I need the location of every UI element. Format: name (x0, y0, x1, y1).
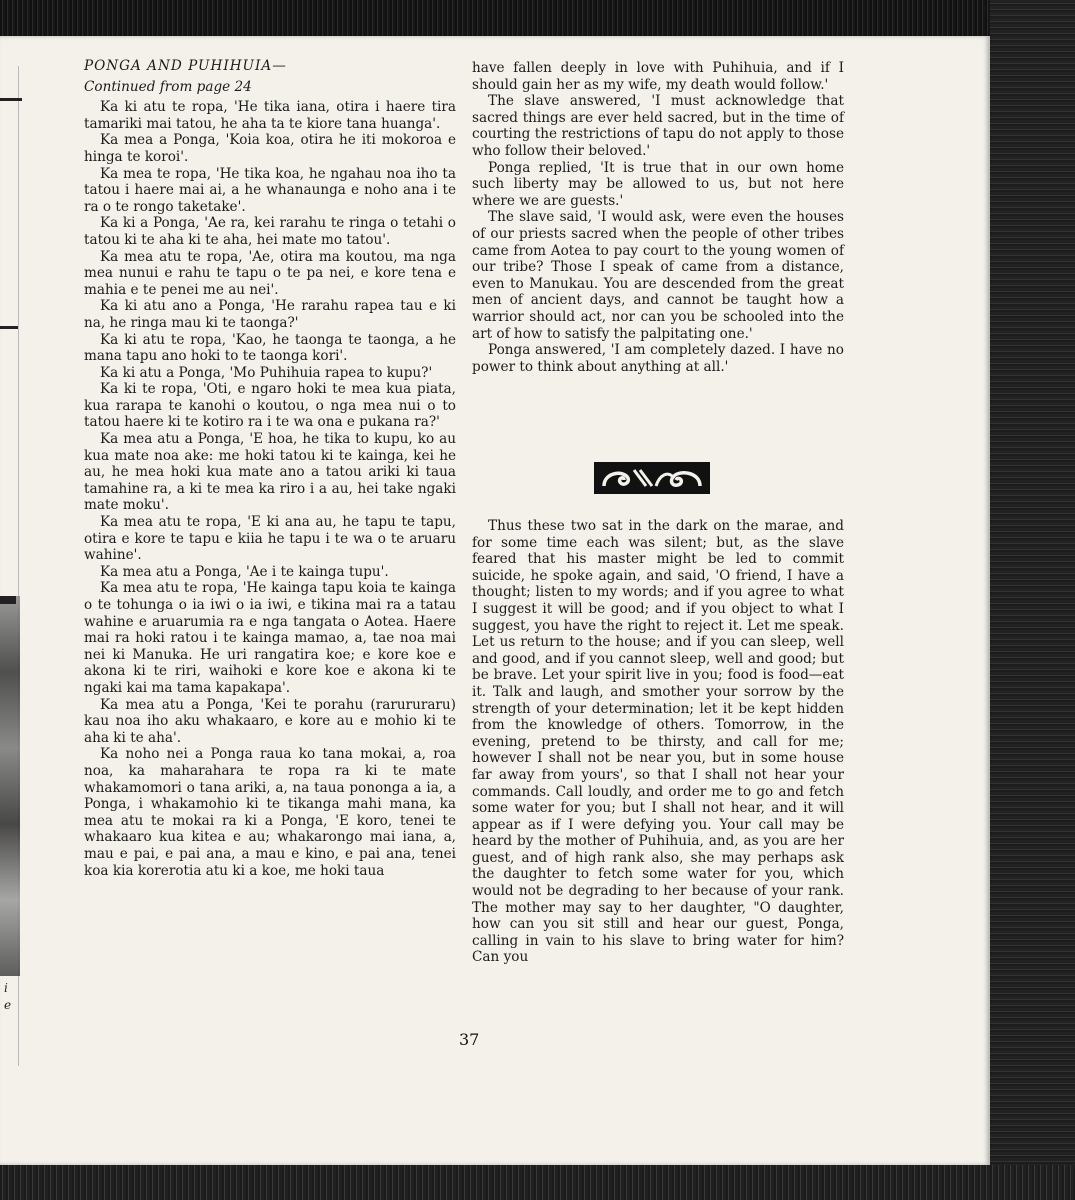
scan-frame-top (0, 0, 1075, 36)
paragraph: Ka ki atu te ropa, 'He tika iana, otira i haere tira tamariki mai tatou, he aha ta te kiore tana huanga'. (84, 99, 456, 132)
paragraph: have fallen deeply in love with Puhihuia, and if I should gain her as my wife, my death would follow.' (472, 60, 844, 93)
paragraph: Ka ki atu ano a Ponga, 'He rarahu rapea tau e ki na, he ringa mau ki te taonga?' (84, 298, 456, 331)
paragraph: Ka ki a Ponga, 'Ae ra, kei rarahu te ringa o tetahi o tatou ki te aha ki te aha, hei mate mo tatou'. (84, 215, 456, 248)
page-number: 37 (459, 1030, 480, 1049)
paragraph: The slave answered, 'I must acknowledge that sacred things are ever held sacred, but in the time of courting the restrictions of tapu do not apply to those who follow their beloved.' (472, 93, 844, 159)
paragraph: Ka mea atu te ropa, 'He kainga tapu koia te kainga o te tohunga o ia iwi o ia iwi, e tikina mai ra a tatau wahine e aruarumia ra e nga tangata o Aotea. Haere mai ra hoki ratou i te kainga mamao, a, tae noa mai nei ki Manuka. He uri rangatira koe; e kore koe e akona ki te riri, waihoki e kore koe e akona ki te ngaki kai ma tama kapakapa'. (84, 580, 456, 696)
paragraph: Ka mea atu a Ponga, 'Kei te porahu (rarururaru) kau noa iho aku whakaaro, e kore au e mohio ki te aha ki te aha'. (84, 696, 456, 746)
paragraph: Ka mea atu te ropa, 'E ki ana au, he tapu te tapu, otira e kore te tapu e kiia he tapu i te wa o te aruaru wahine'. (84, 514, 456, 564)
left-column (84, 58, 456, 879)
paragraph: Ka ki atu te ropa, 'Kao, he taonga te taonga, a he mana tapu ano hoki to te taonga kori'. (84, 331, 456, 365)
paragraph: Ponga answered, 'I am completely dazed. I have no power to think about anything at all.' (472, 342, 844, 375)
margin-letter: i (4, 981, 8, 995)
scan-frame-bottom (0, 1165, 1075, 1200)
paragraph: Ka mea te ropa, 'He tika koa, he ngahau noa iho ta tatou i haere mai ai, a he whanaunga e noho ana i te ra o te rongo taketake'. (84, 165, 456, 215)
paragraph: Thus these two sat in the dark on the marae, and for some time each was silent; but, as the slave feared that his master might be led to commit suicide, he spoke again, and said, 'O friend, I have a thought; listen to my words; and if you agree to what I suggest it will be good; and if you object to what I suggest, you have the right to reject it. Let me speak. Let us return to the house; and if you can sleep, well and good, and if you cannot sleep, well and good; but be brave. Let your spirit live in you; food is food—eat it. Talk and laugh, and smother your sorrow by the strength of your determination; let it be kept hidden from the knowledge of others. Tomorrow, in the evening, pretend to be thirsty, and call for me; however I shall not be near you, but in some house far away from yours', so that I shall not hear your commands. Call loudly, and order me to go and fetch some water for you; but I shall not hear, and it will appear as if I were defying you. Your call may be heard by the mother of Puhihuia, and, as you are her guest, and of high rank also, she may perhaps ask the daughter to fetch some water for you, which would not be degrading to her because of your rank. The mother may say to her daughter, "O daughter, how can you sit still and hear our guest, Ponga, calling in vain to his slave to bring water for him? Can you (472, 518, 844, 966)
paragraph: Ka ki atu a Ponga, 'Mo Puhihuia rapea to kupu?' (100, 364, 433, 381)
paragraph: Ponga replied, 'It is true that in our own home such liberty may be allowed to us, but not here where we are guests.' (472, 159, 844, 209)
article-title: PONGA AND PUHIHUIA— (84, 58, 287, 74)
continued-note: Continued from page 24 (84, 78, 252, 95)
right-column-top (472, 60, 844, 375)
bleed-mark (0, 596, 16, 604)
paragraph: Ka mea a Ponga, 'Koia koa, otira he iti mokoroa e hinga te koroi'. (84, 132, 456, 165)
paragraph: The slave said, 'I would ask, were even the houses of our priests sacred when the people of other tribes came from Aotea to pay court to the young women of our tribe? Those I speak of came from a distance, even to Manukau. You are descended from the great men of ancient days, and cannot be taught how a warrior should act, nor can you be schooled into the art of how to satisfy the palpitating one.' (472, 209, 844, 342)
scan-frame-right (990, 0, 1075, 1200)
margin-letter: e (4, 998, 12, 1012)
paragraph: Ka noho nei a Ponga raua ko tana mokai, a, roa noa, ka maharahara te ropa ra ki te mate whakamomori o tana ariki, a, na taua pononga a ia, a Ponga, i whakamohio ki te tikanga mahi mana, ka mea atu te mokai ra ki a Ponga, 'E koro, tenei te whakaaro kua kitea e au; whakarongo mai iana, a, mau e pai, e pai ana, a mau e kino, e pai ana, tenei koa kia korerotia atu ki a koe, me hoki taua (84, 746, 456, 879)
bleed-mark (0, 98, 22, 101)
paragraph: Ka mea atu te ropa, 'Ae, otira ma koutou, ma nga mea nunui e rahu te tapu o te pa nei, e kore tena e mahia e te penei me au nei'. (84, 248, 456, 298)
bleed-mark (0, 326, 18, 329)
koru-ornament-icon (594, 462, 710, 494)
paragraph: Ka mea atu a Ponga, 'E hoa, he tika to kupu, ko au kua mate noa ake: me hoki tatou ki te kainga, kei he au, he mea hoki kua mate ano a tatou ariki ki taua tamahine ra, a ki te mea ka riro i a au, hei take ngaki mate moku'. (84, 431, 456, 514)
paragraph: Ka ki te ropa, 'Oti, e ngaro hoki te mea kua piata, kua rarapa te kanohi o koutou, o nga mea nui o to tatou haere ki te kotiro ra i te wa ona e pukana ra?' (84, 381, 456, 431)
paragraph: Ka mea atu a Ponga, 'Ae i te kainga tupu'. (100, 563, 389, 580)
right-column-bottom (472, 518, 844, 966)
facing-page-bleed (0, 596, 20, 976)
